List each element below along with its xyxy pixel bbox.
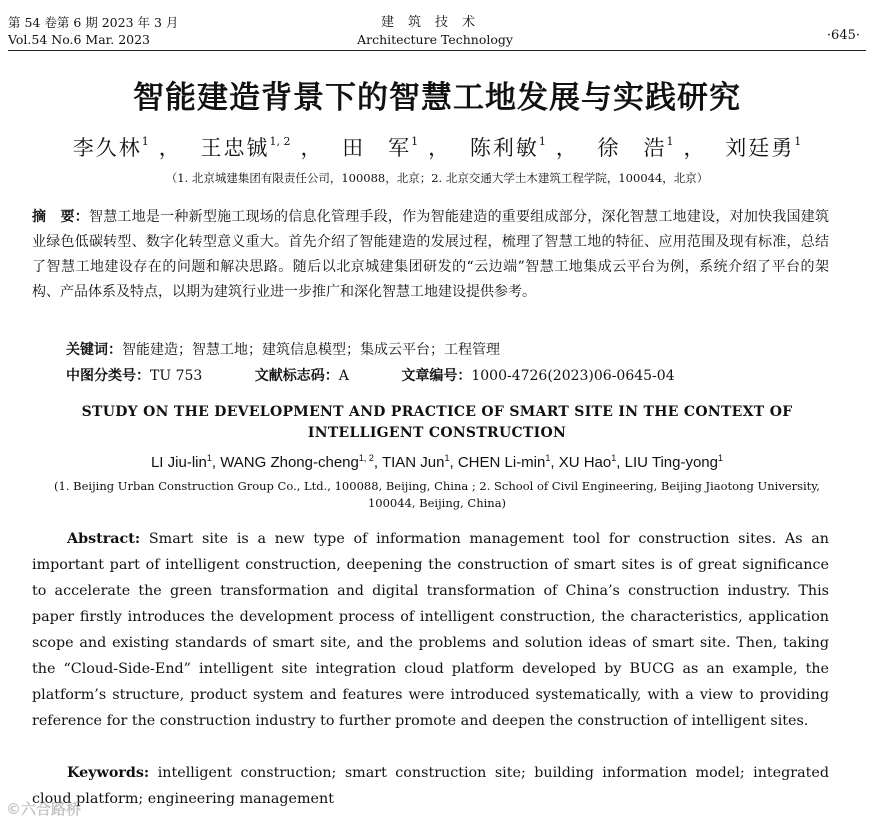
author-sup: 1	[718, 453, 724, 463]
issue-info	[8, 14, 178, 48]
page-number: ·645·	[826, 28, 860, 43]
watermark: ©六合路桥	[6, 800, 82, 818]
author-sup: 1	[141, 135, 149, 148]
abstract-en	[32, 526, 829, 734]
affiliation-cn: （1. 北京城建集团有限责任公司，100088，北京；2. 北京交通大学土木建筑工程学院，100044，北京）	[165, 171, 709, 185]
author-cn: 王忠铖	[200, 136, 270, 160]
author-en: CHEN Li-min	[457, 454, 546, 471]
paper-title-cn: 智能建造背景下的智慧工地发展与实践研究	[133, 80, 741, 116]
abstract-cn	[32, 205, 829, 305]
journal-header	[0, 0, 874, 52]
article-number-label: 文章编号：	[401, 368, 472, 384]
abstract-cn-text: 智慧工地是一种新型施工现场的信息化管理手段，作为智能建造的重要组成部分，深化智慧工地建设，对加快我国建筑业绿色低碳转型、数字化转型意义重大。首先介绍了智能建造的发展过程，梳理了智慧工地的特征、应用范围及现有标准，总结了智慧工地建设存在的问题和解决思路。随后以北京城建集团研发的“云边端”智慧工地集成云平台为例，系统介绍了平台的架构、产品体系及特点，以期为建筑行业进一步推广和深化智慧工地建设提供参考。	[32, 209, 830, 300]
author-cn: 陈利敏	[469, 136, 539, 160]
author-sup: 1	[444, 453, 450, 463]
author-sup: 1	[794, 135, 802, 148]
issue-cn: 第 54 卷第 6 期 2023 年 3 月	[8, 15, 179, 30]
paper-title-en: STUDY ON THE DEVELOPMENT AND PRACTICE OF SMART SITE IN THE CONTEXT OF INTELLIGENT CONSTRUCTION	[81, 404, 793, 441]
journal-name-en: Architecture Technology	[357, 32, 513, 47]
doc-code-label: 文献标志码：	[254, 368, 339, 384]
affiliation-en: (1. Beijing Urban Construction Group Co., Ltd., 100088, Beijing, China ; 2. School of Civil Engineering, Beijing Jiaotong University, 100044, Beijing, China)	[54, 479, 820, 510]
author-sup: 1	[411, 135, 419, 148]
keywords-en	[32, 760, 829, 812]
issue-en: Vol.54 No.6 Mar. 2023	[8, 32, 151, 47]
clc-label: 中图分类号：	[66, 368, 150, 384]
keywords-en-text: intelligent construction; smart construction site; building information model; integrated cloud platform; engineering management	[32, 765, 830, 807]
author-en: WANG Zhong-cheng	[220, 454, 359, 471]
classification-row	[66, 364, 675, 389]
author-sup: 1	[545, 453, 551, 463]
keywords-cn-label: 关键词：	[66, 342, 122, 358]
doc-code-value: A	[338, 368, 349, 384]
author-cn: 刘廷勇	[725, 136, 795, 160]
article-number-value: 1000-4726(2023)06-0645-04	[471, 368, 675, 384]
author-sup: 1	[206, 453, 212, 463]
abstract-en-text: Smart site is a new type of information management tool for construction sites. As an important part of intelligent construction, deepening the construction of smart sites is of great significance to accelerate the green transformation and digital transformation of China’s construction industry. This paper firstly introduces the development process of intelligent construction, the characteristics, application scope and existing standards of smart site, and the problems and solution ideas of smart site. Then, taking the “Cloud-Side-End” intelligent site integration cloud platform developed by BUCG as an example, the platform’s structure, product system and features were introduced systematically, with a view to providing reference for the construction industry to further promote and deepen the construction of intelligent sites.	[32, 531, 829, 729]
author-sup: 1, 2	[269, 135, 291, 148]
abstract-cn-label: 摘 要：	[32, 209, 89, 225]
author-en: TIAN Jun	[381, 454, 445, 471]
author-cn: 田 军	[342, 136, 412, 160]
authors-cn: 李久林$^1$ ， 王忠铖$^{1, 2}$ ， 田 军$^1$ ， 陈利敏$^1$ ， 徐 浩$^1$ ， 刘廷勇$^1$	[72, 135, 802, 160]
keywords-cn	[66, 338, 500, 363]
journal-name-cn: 建筑技术	[380, 15, 489, 30]
authors-en: LI Jiu-lin$^1$, WANG Zhong-cheng$^{1, 2}$, TIAN Jun$^1$, CHEN $Li-\min^1$, XU Hao$^1$, LIU Ting-yong$^1$	[150, 453, 724, 471]
clc-value: TU 753	[150, 368, 203, 384]
keywords-en-label: Keywords:	[67, 765, 150, 781]
header-rule	[8, 50, 866, 51]
author-sup: 1	[538, 135, 546, 148]
abstract-en-label: Abstract:	[67, 531, 141, 547]
keywords-cn-text: 智能建造；智慧工地；建筑信息模型；集成云平台；工程管理	[122, 342, 500, 358]
author-en: LIU Ting-yong	[624, 454, 718, 471]
author-sup: 1	[666, 135, 674, 148]
journal-name	[340, 14, 530, 48]
author-en: XU Hao	[558, 454, 612, 471]
author-cn: 徐 浩	[597, 136, 667, 160]
author-sup: 1	[611, 453, 617, 463]
author-cn: 李久林	[72, 136, 142, 160]
author-sup: 1, 2	[358, 453, 374, 463]
author-en: LI Jiu-lin	[150, 454, 207, 471]
